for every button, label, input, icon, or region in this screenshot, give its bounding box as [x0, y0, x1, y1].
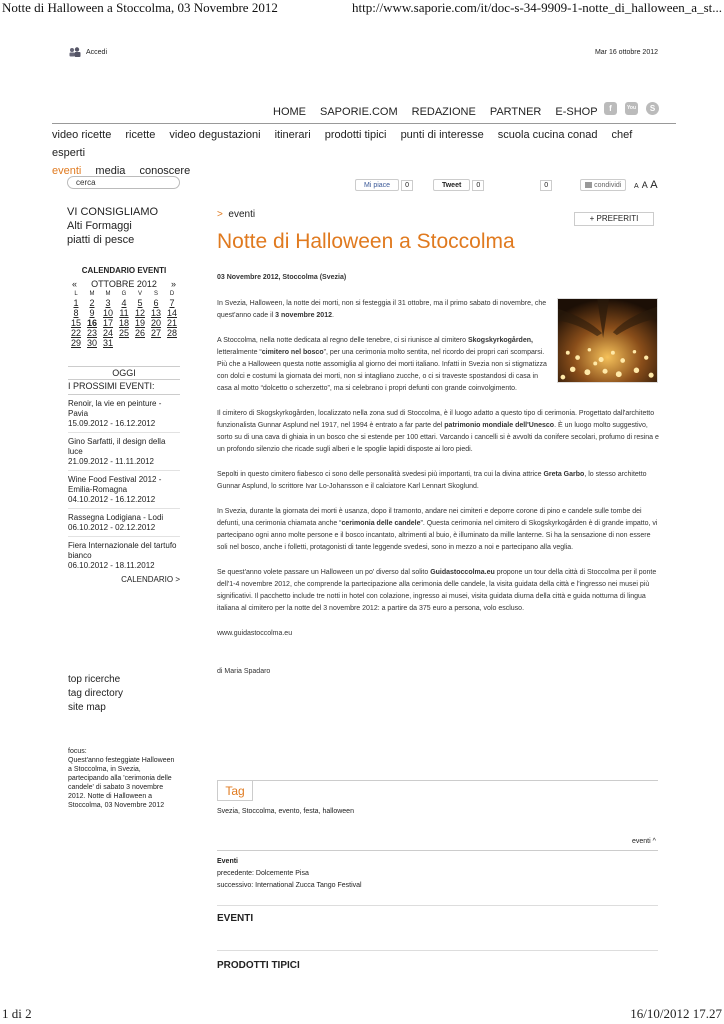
calendar-prev-button[interactable]: « — [72, 279, 78, 289]
calendar-empty — [132, 338, 148, 348]
youtube-icon[interactable]: You — [625, 102, 638, 115]
plus-count: 0 — [540, 180, 552, 191]
article-paragraph: A Stoccolma, nella notte dedicata al regno delle tenebre, ci si riunisce al cimitero Skogskyrkogården, letteralmente “cimitero nel bosco”, per una cerimonia molto sentita, nel ricordo dei propri cari scomparsi. Più che a Halloween questa notte assomiglia al giorno dei morti italiano. Infatti in Svezia non si stigmatizza con dolci e costumi la giornata dei morti, non si intagliano zucche, o ci si traveste spostandosi di casa in casa al motto “dolcetto o scherzetto”, ma si celebrano i propri defunti con grande coinvolgimento. — [217, 337, 547, 392]
event-dates: 21.09.2012 - 11.11.2012 — [68, 457, 154, 466]
breadcrumb-eventi[interactable]: eventi — [228, 209, 256, 220]
article-paragraph: Se quest'anno volete passare un Halloween un po' diverso dal solito Guidastoccolma.eu propone un tour della città di Stoccolma per il ponte dell'1-4 novembre 2012, che comprende la partecipazione alla cerimonia delle candele, la visita guidata della città e l'ingresso nei musei più significativi. Il pacchetto include tre notti in hotel con colazione, ingresso ai musei, visita guidata diurna della città e guida notturna di lingua italiana al cimitero per la notte del 3 novembre 2012: a partire da 375 euro a persona, volo escluso. — [217, 569, 657, 612]
event-item[interactable] — [68, 475, 180, 509]
calendar-day[interactable]: 4 — [121, 298, 127, 308]
current-date: Mar 16 ottobre 2012 — [594, 49, 658, 56]
sidebar-links — [68, 673, 123, 715]
print-page-number: 1 di 2 — [2, 1006, 32, 1021]
cat-eventi[interactable]: eventi — [52, 165, 82, 177]
share-label: condividi — [594, 182, 622, 189]
share-icon — [585, 182, 592, 188]
nav-divider-bottom — [217, 850, 658, 851]
cat-chef[interactable]: chef — [611, 129, 633, 141]
prev-next-navigation — [217, 856, 362, 892]
calendar-weekday: G — [121, 291, 127, 297]
calendar-day[interactable]: 3 — [105, 298, 111, 308]
calendar-empty — [164, 338, 180, 348]
calendar-day[interactable]: 17 — [102, 318, 113, 328]
calendar-day[interactable]: 21 — [166, 318, 177, 328]
like-count: 0 — [401, 180, 413, 191]
next-link[interactable]: successivo: International Zucca Tango Festival — [217, 882, 362, 889]
section-eventi[interactable]: EVENTI — [217, 913, 254, 924]
calendar-link[interactable]: CALENDARIO > — [121, 575, 180, 584]
nav-redazione[interactable]: REDAZIONE — [411, 106, 476, 118]
cat-conoscere[interactable]: conoscere — [139, 165, 191, 177]
social-links — [604, 102, 659, 115]
search-input[interactable]: cerca — [67, 176, 180, 189]
print-page-title: Notte di Halloween a Stoccolma, 03 Novembre 2012 — [2, 0, 278, 15]
tag-divider — [217, 780, 658, 781]
tag-label: Tag — [217, 781, 253, 801]
font-large-button[interactable]: A — [650, 179, 658, 191]
share-bar — [355, 179, 628, 191]
focus-text: Quest'anno festeggiate Halloween a Stoccolma, in Svezia, partecipando alla 'cerimonia delle candele' di sabato 3 novembre 2012. Notte di Halloween a Stoccolma, 03 Novembre 2012 — [68, 757, 175, 809]
article-paragraph: Il cimitero di Skogskyrkogården, localizzato nella zona sud di Stoccolma, è il luogo adatto a questo tipo di cerimonia. Progettato dall'architetto funzionalista Gunnar Asplund nel 1917, nel 1994 è entrato a far parte del patrimonio mondiale dell'Unesco. È un luogo molto suggestivo, sorto su di una cava di ghiaia in un bosco che si estende per 100 ettari. Varcando i cancelli si è avvolti da conifere secolari, profumo di resina e un profondo silenzio che ricade sugli alberi e le spoglie lapidi disposte ai loro piedi. — [217, 410, 659, 453]
category-navigation — [52, 126, 672, 180]
tag-directory-link[interactable]: tag directory — [68, 688, 124, 699]
top-ricerche-link[interactable]: top ricerche — [68, 674, 121, 685]
cat-itinerari[interactable]: itinerari — [274, 129, 311, 141]
calendar-empty — [148, 338, 164, 348]
calendar-day[interactable]: 25 — [118, 328, 129, 338]
calendar-day[interactable]: 19 — [134, 318, 145, 328]
event-name: Rassegna Lodigiana - Lodi — [68, 513, 164, 522]
calendar-next-button[interactable]: » — [170, 279, 176, 289]
cat-ricette[interactable]: ricette — [125, 129, 156, 141]
previous-link[interactable]: precedente: Dolcemente Pisa — [217, 870, 309, 877]
calendar-day[interactable]: 31 — [102, 338, 113, 348]
calendar-weekday: L — [74, 291, 78, 297]
calendar-month: OTTOBRE 2012 — [91, 279, 157, 289]
calendar-day[interactable]: 26 — [134, 328, 145, 338]
users-icon — [69, 47, 81, 57]
article-body — [217, 272, 659, 691]
cat-esperti[interactable]: esperti — [52, 147, 86, 159]
upcoming-events-title: I PROSSIMI EVENTI: — [68, 381, 180, 395]
recommendations — [67, 205, 158, 247]
skype-icon[interactable]: S — [646, 102, 659, 115]
tweet-button[interactable]: Tweet — [433, 179, 470, 191]
article-author: di Maria Spadaro — [217, 668, 271, 675]
prev-next-title: Eventi — [217, 858, 239, 865]
calendar-day[interactable]: 1 — [73, 298, 79, 308]
calendar-empty — [116, 338, 132, 348]
event-item[interactable] — [68, 541, 180, 574]
calendar-weekday: D — [169, 291, 175, 297]
cat-prodotti-tipici[interactable]: prodotti tipici — [324, 129, 387, 141]
site-map-link[interactable]: site map — [68, 702, 106, 713]
recommend-title: VI CONSIGLIAMO — [67, 206, 159, 218]
calendar-day[interactable]: 11 — [119, 308, 129, 318]
event-name: Wine Food Festival 2012 - Emilia-Romagna — [68, 475, 162, 494]
event-name: Renoir, la vie en peinture - Pavia — [68, 399, 162, 418]
calendar-day[interactable]: 15 — [70, 318, 81, 328]
nav-home[interactable]: HOME — [273, 106, 306, 118]
calendar-day[interactable]: 23 — [86, 328, 97, 338]
font-small-button[interactable]: A — [634, 183, 639, 190]
upcoming-events — [68, 381, 180, 585]
recommend-link-formaggi[interactable]: Alti Formaggi — [67, 220, 132, 232]
event-item[interactable] — [68, 513, 180, 537]
calendar-day[interactable]: 27 — [150, 328, 161, 338]
cat-punti-interesse[interactable]: punti di interesse — [400, 129, 484, 141]
cat-media[interactable]: media — [95, 165, 126, 177]
calendar-weekday: M — [89, 291, 95, 297]
calendar-day[interactable]: 14 — [166, 308, 177, 318]
event-dates: 04.10.2012 - 16.12.2012 — [68, 495, 156, 504]
calendar-day[interactable]: 13 — [150, 308, 161, 318]
event-item[interactable] — [68, 399, 180, 433]
calendar-day[interactable]: 24 — [102, 328, 113, 338]
events-top-link[interactable]: eventi ^ — [632, 838, 656, 845]
calendar-grid — [68, 290, 180, 348]
tag-list[interactable]: Svezia, Stoccolma, evento, festa, halloween — [217, 808, 354, 815]
cat-scuola-cucina[interactable]: scuola cucina conad — [497, 129, 598, 141]
calendar-weekday: M — [105, 291, 111, 297]
event-item[interactable] — [68, 437, 180, 471]
tweet-count: 0 — [472, 180, 484, 191]
event-dates: 06.10.2012 - 18.11.2012 — [68, 561, 155, 570]
calendar-day[interactable]: 9 — [89, 308, 95, 318]
calendar-day[interactable]: 12 — [134, 308, 145, 318]
facebook-like-button[interactable]: Mi piace — [355, 179, 399, 191]
calendar-day[interactable]: 28 — [166, 328, 177, 338]
breadcrumb — [217, 209, 255, 220]
font-medium-button[interactable]: A — [641, 180, 648, 190]
today-button[interactable]: OGGI — [68, 366, 180, 380]
calendar-title: CALENDARIO EVENTI — [81, 266, 167, 275]
calendar-day[interactable]: 22 — [70, 328, 81, 338]
calendar-day[interactable]: 18 — [118, 318, 129, 328]
calendar-day[interactable]: 2 — [89, 298, 95, 308]
recommend-link-pesce[interactable]: piatti di pesce — [67, 234, 135, 246]
cat-video-ricette[interactable]: video ricette — [52, 129, 112, 141]
page-title: Notte di Halloween a Stoccolma — [217, 230, 515, 253]
calendar-day[interactable]: 5 — [137, 298, 143, 308]
section-prodotti-tipici[interactable]: PRODOTTI TIPICI — [217, 960, 300, 971]
print-url: http://www.saporie.com/it/doc-s-34-9909-1-notte_di_halloween_a_st... — [352, 0, 722, 15]
font-size-controls — [634, 179, 658, 191]
calendar-day[interactable]: 29 — [70, 338, 81, 348]
cat-video-degustazioni[interactable]: video degustazioni — [169, 129, 261, 141]
external-link[interactable]: www.guidastoccolma.eu — [217, 630, 293, 637]
calendar-day[interactable]: 10 — [102, 308, 113, 318]
article-paragraph: In Svezia, Halloween, la notte dei morti, non si festeggia il 31 ottobre, ma il primo sabato di novembre, che quest'anno cade il 3 novembre 2012. — [217, 300, 547, 319]
article-paragraph: Sepolti in questo cimitero fiabesco ci sono delle personalità svedesi più importanti, tra cui la divina attrice Greta Garbo, lo stesso architetto Gunnar Asplund, lo scrittore Ivar Lo-Johansson e il calciatore Karl Lennart Skoglund. — [217, 471, 647, 490]
print-timestamp: 16/10/2012 17.27 — [630, 1006, 722, 1021]
calendar-day[interactable]: 8 — [73, 308, 79, 318]
calendar-day[interactable]: 20 — [150, 318, 161, 328]
section-divider — [217, 950, 658, 951]
breadcrumb-arrow: > — [217, 209, 223, 220]
focus-label: focus: — [68, 748, 87, 755]
event-name: Fiera Internazionale del tartufo bianco — [68, 541, 177, 560]
calendar-day[interactable]: 6 — [153, 298, 159, 308]
calendar-day[interactable]: 7 — [169, 298, 175, 308]
calendar-day[interactable]: 16 — [86, 318, 97, 328]
calendar-weekday: S — [153, 291, 158, 297]
login-label: Accedi — [86, 48, 108, 56]
nav-saporie[interactable]: SAPORIE.COM — [320, 106, 398, 118]
share-button[interactable] — [580, 179, 626, 191]
events-calendar — [68, 266, 180, 348]
calendar-weekday: V — [137, 291, 142, 297]
nav-divider — [52, 123, 676, 124]
add-favorites-button[interactable]: + PREFERITI — [574, 212, 654, 226]
section-divider — [217, 905, 658, 906]
facebook-icon[interactable]: f — [604, 102, 617, 115]
event-name: Gino Sarfatti, il design della luce — [68, 437, 166, 456]
event-dates: 15.09.2012 - 16.12.2012 — [68, 419, 156, 428]
article-paragraph: In Svezia, durante la giornata dei morti è usanza, dopo il tramonto, andare nei cimiteri e deporre corone di pino e candele sulle tombe dei defunti, una cerimonia chiamata anche “cerimonia delle candele”. Questa cerimonia nel cimitero di Skogskyrkogården è di grande impatto, vi partecipano ogni anno molte persone e il bosco incantato, altrimenti al buio, è illuminato da mille lanterne. Si ha la sensazione di non essere soli nel bosco, anche i folletti, protagonisti di tante leggende svedesi, sono in mezzo a noi e partecipano alla veglia. — [217, 508, 658, 551]
event-dates: 06.10.2012 - 02.12.2012 — [68, 523, 156, 532]
top-navigation — [273, 106, 598, 118]
login-link[interactable] — [69, 47, 107, 57]
focus-box — [68, 747, 180, 810]
article-dateline: 03 Novembre 2012, Stoccolma (Svezia) — [217, 274, 347, 281]
calendar-day[interactable]: 30 — [86, 338, 97, 348]
nav-partner[interactable]: PARTNER — [489, 106, 542, 118]
nav-eshop[interactable]: E-SHOP — [555, 106, 598, 118]
